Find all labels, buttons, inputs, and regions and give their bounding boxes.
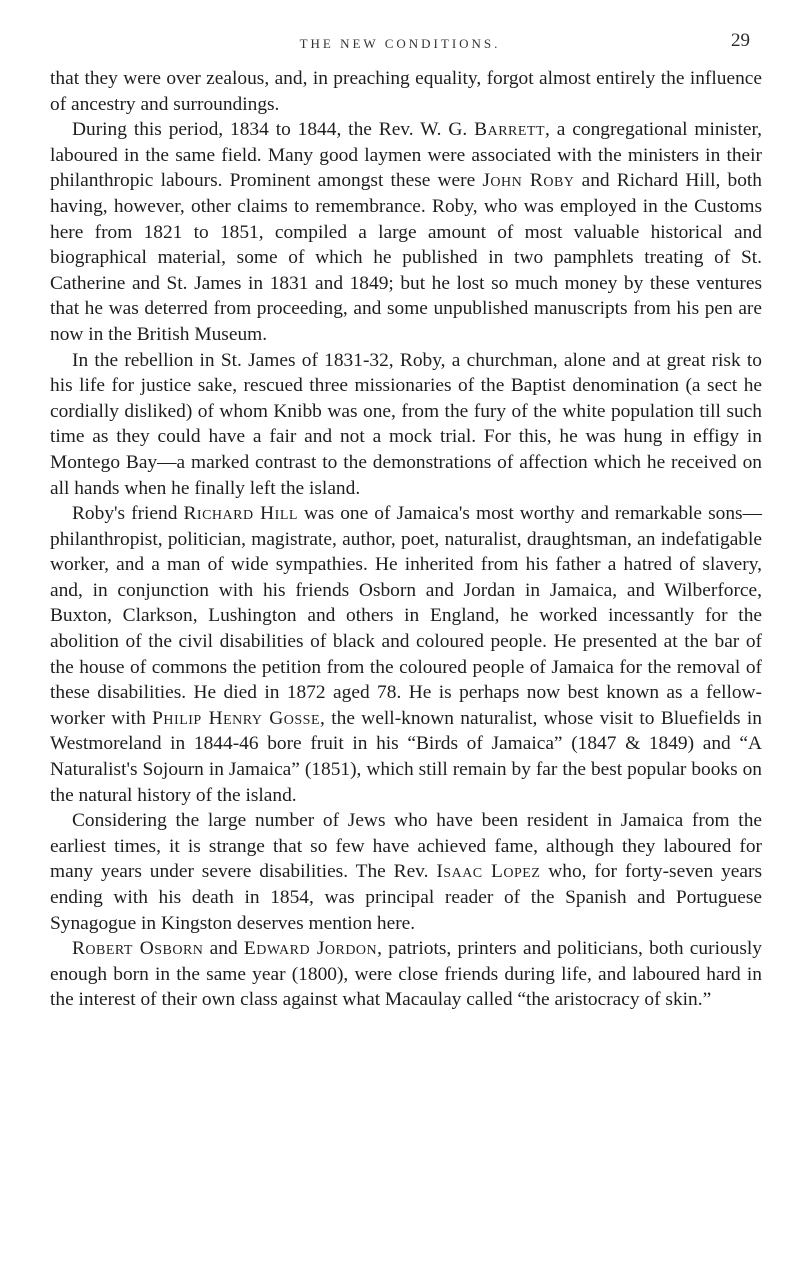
text-run: and Richard Hill, both having, however, other claims to remembrance. Roby, who was employed in the Customs here from 1821 to 1851, compiled a large amount of most valuable historical and biographical material, some of which he published in two pamphlets treating of St. Catherine and St. James in 1831 and 1849; but he lost so much money by these ventures that he was deterred from proceeding, and some unpublished manuscripts from his pen are now in the British Museum. [50,170,762,345]
page-number: 29 [731,30,750,51]
paragraph [50,117,762,347]
person-name: John Roby [482,170,575,192]
text-run: In the rebellion in St. James of 1831-32, Roby, a churchman, alone and at great risk to his life for justice sake, rescued three missionaries of the Baptist denomination (a sect he cordially disliked) of whom Knibb was one, from the fury of the white population till such time as they could have a fair and not a mock trial. For this, he was hung in effigy in Montego Bay—a marked contrast to the demonstrations of affection which he received on all hands when he finally left the island. [50,349,762,499]
text-run: , a congregational minister, laboured in the same field. Many good laymen were associated with the ministers in their philanthropic labours. Prominent amongst these were [50,119,763,192]
person-name: Barrett [474,119,546,141]
text-run: that they were over zealous, and, in preaching equality, forgot almost entirely the influence of ancestry and surroundings. [50,68,762,115]
text-run: Roby's friend [72,503,184,525]
text-run: who, for forty-seven years ending with his death in 1854, was principal reader of the Spanish and Portuguese Synagogue in Kingston deserves mention here. [50,861,762,934]
body-text [50,66,762,1013]
text-run: Considering the large number of Jews who have been resident in Jamaica from the earliest times, it is strange that so few have achieved fame, although they laboured for many years under severe disabilities. The Rev. [50,810,762,883]
text-run: During this period, 1834 to 1844, the Rev. W. G. [72,119,475,141]
person-name: Isaac Lopez [436,861,541,883]
text-run: and [203,938,244,960]
paragraph [50,348,762,502]
paragraph [50,808,762,936]
running-head: THE NEW CONDITIONS. [299,36,501,51]
text-run: was one of Jamaica's most worthy and remarkable sons—philanthropist, politician, magistrate, author, poet, naturalist, draughtsman, an indefatigable worker, and a man of wide sympathies. He inherited from his father a hatred of slavery, and, in conjunction with his friends Osborn and Jordan in Jamaica, and Wilberforce, Buxton, Clarkson, Lushington and others in England, he worked incessantly for the abolition of the civil disabilities of black and coloured people. He presented at the bar of the house of commons the petition from the coloured people of Jamaica for the removal of these disabilities. He died in 1872 aged 78. He is perhaps now best known as a fellow-worker with [50,503,762,729]
text-run: , patriots, printers and politicians, both curiously enough born in the same year (1800), were close friends during life, and laboured hard in the interest of their own class against what Macaulay called “the aristocracy of skin.” [50,938,762,1011]
paragraph [50,501,762,808]
person-name: Edward Jordon [243,938,378,960]
text-run: , the well-known naturalist, whose visit to Bluefields in Westmoreland in 1844-46 bore fruit in his “Birds of Jamaica” (1847 & 1849) and “A Naturalist's Sojourn in Jamaica” (1851), which still remain by far the best popular books on the natural history of the island. [50,707,762,806]
paragraph [50,66,762,117]
person-name: Philip Henry Gosse [152,707,321,729]
person-name: Robert Osborn [72,938,204,960]
paragraph [50,936,762,1013]
person-name: Richard Hill [183,503,298,525]
